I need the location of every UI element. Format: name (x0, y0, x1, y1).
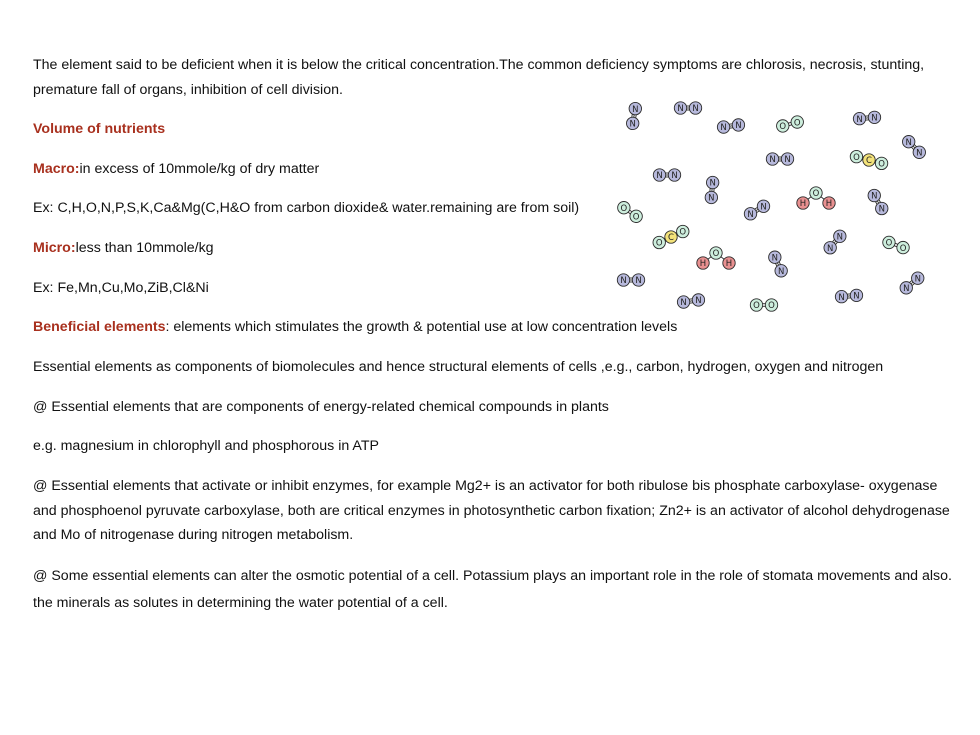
atom-label: N (709, 178, 716, 189)
atom-label: N (656, 171, 663, 182)
atom-label: N (903, 284, 910, 295)
macro-examples: Ex: C,H,O,N,P,S,K,Ca&Mg(C,H&O from carbon dioxide& water.remaining are from soil) (33, 200, 580, 216)
micro-line (33, 239, 214, 257)
atom-label: N (836, 232, 844, 243)
atom-label: N (692, 104, 699, 115)
atom-label: C (866, 156, 872, 167)
deficiency-paragraph-line-1: The element said to be deficient when it is below the critical concentration.The common deficiency symptoms are chlorosis, necrosis, stunting, (33, 57, 925, 73)
atom-label: N (769, 155, 776, 166)
atom-label: O (753, 301, 760, 312)
atom-label: N (838, 292, 845, 303)
atom-label: N (916, 148, 923, 159)
atom-label: N (632, 104, 639, 115)
atom-label: N (680, 298, 687, 309)
molecules-illustration (610, 92, 960, 322)
atom-label: O (779, 122, 787, 133)
atom-label: N (871, 191, 878, 202)
atom-label: O (620, 203, 628, 214)
atom-label: H (799, 199, 807, 210)
beneficial-label: Beneficial elements (33, 319, 166, 335)
atom-label: N (760, 202, 767, 213)
atom-label: N (708, 193, 715, 204)
energy-example-line: e.g. magnesium in chlorophyll and phosphorous in ATP (33, 438, 379, 454)
atom-label: O (812, 189, 820, 200)
atom-label: C (668, 233, 674, 244)
atom-label: N (853, 291, 860, 302)
osmotic-line-1: @ Some essential elements can alter the osmotic potential of a cell. Potassium plays an important role in the role of stomata movements and also. (33, 568, 952, 584)
deficiency-paragraph-line-2: premature fall of organs, inhibition of cell division. (33, 82, 343, 98)
micro-text: less than 10mmole/kg (75, 240, 214, 256)
atom-label: N (914, 274, 921, 285)
atom-label: O (885, 238, 893, 249)
atom-label: N (695, 296, 702, 307)
atom-label: O (853, 152, 860, 163)
micro-examples: Ex: Fe,Mn,Cu,Mo,ZiB,Cl&Ni (33, 280, 209, 296)
micro-label: Micro: (33, 240, 76, 256)
volume-of-nutrients-heading: Volume of nutrients (33, 121, 166, 137)
atom-label: N (677, 104, 684, 115)
atom-label: O (768, 301, 775, 312)
atom-label: O (655, 238, 663, 249)
essential-biomolecules-line: Essential elements as components of biomolecules and hence structural elements of cells ,e.g., carbon, hydrogen, oxygen and nitrogen (33, 359, 884, 375)
beneficial-text: : elements which stimulates the growth & potential use at low concentration levels (165, 319, 678, 335)
atom-label: N (629, 119, 636, 130)
macro-text: in excess of 10mmole/kg of dry matter (79, 161, 320, 177)
atom-label: N (671, 171, 678, 182)
atom-label: N (720, 123, 727, 134)
atom-label: N (620, 276, 627, 287)
atom-label: N (771, 253, 779, 264)
atom-label: N (905, 137, 912, 148)
enzymes-line-2: and phosphoenol pyruvate carboxylase, both are critical enzymes in photosynthetic carbon fixation; Zn2+ is an activator of alcohol dehydrogenase (33, 503, 950, 519)
atom-label: N (747, 209, 754, 220)
atom-label: H (825, 199, 833, 210)
atom-label: N (878, 204, 885, 215)
atom-label: N (871, 113, 878, 124)
atom-label: N (735, 121, 742, 132)
atom-label: O (712, 249, 720, 260)
osmotic-line-2: the minerals as solutes in determining the water potential of a cell. (33, 595, 448, 611)
atom-label: O (878, 159, 885, 170)
atom-label: H (699, 259, 707, 270)
atom-label: N (777, 266, 785, 277)
atom-label: O (632, 212, 640, 223)
atom-label: O (679, 227, 687, 238)
atom-label: O (793, 118, 801, 129)
atom-label: N (784, 155, 791, 166)
atom-label: N (826, 243, 834, 254)
atom-label: O (899, 243, 907, 254)
macro-line (33, 160, 319, 178)
macro-label: Macro: (33, 161, 80, 177)
beneficial-line (33, 318, 677, 336)
atom-label: H (725, 259, 733, 270)
energy-compounds-line: @ Essential elements that are components of energy-related chemical compounds in plants (33, 399, 609, 415)
atom-label: N (635, 276, 642, 287)
atom-label: N (856, 114, 863, 125)
enzymes-line-1: @ Essential elements that activate or inhibit enzymes, for example Mg2+ is an activator for both ribulose bis phosphate carboxylase- oxygenase (33, 478, 938, 494)
enzymes-line-3: and Mo of nitrogenase during nitrogen metabolism. (33, 527, 354, 543)
